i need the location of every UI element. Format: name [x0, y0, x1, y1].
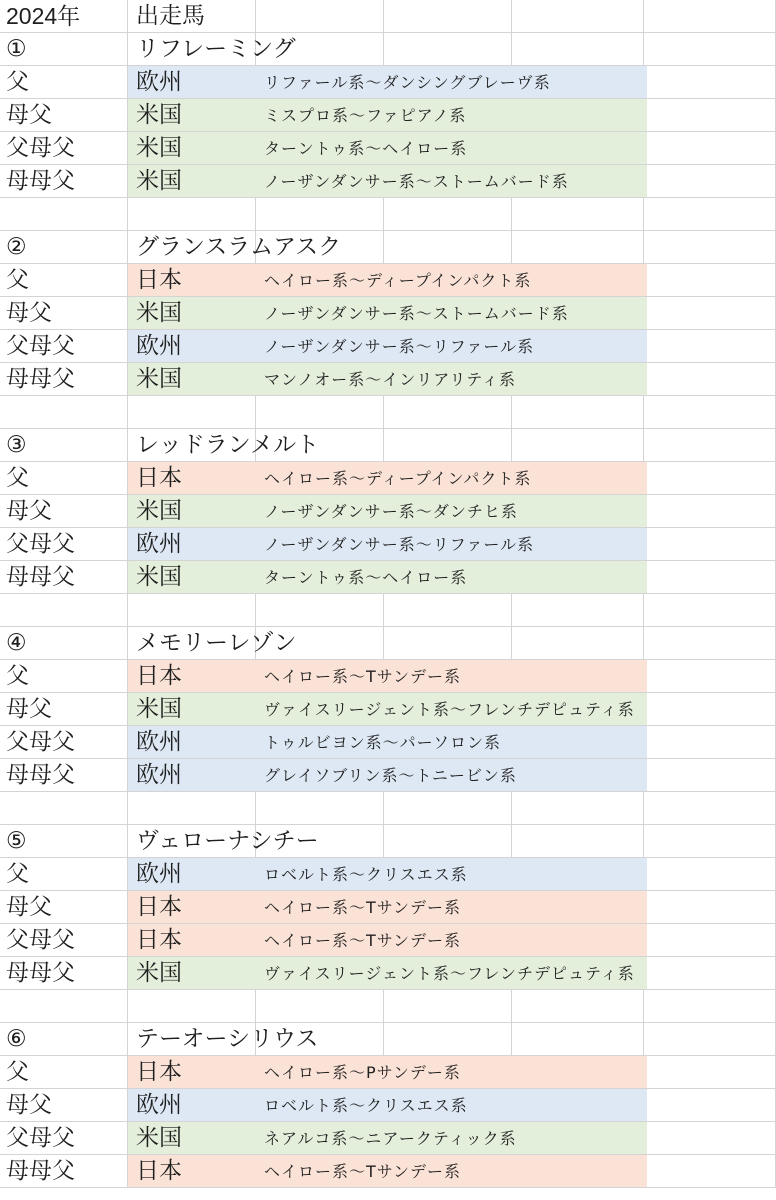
sheet-cell[interactable] — [256, 792, 384, 825]
sheet-cell[interactable] — [644, 891, 776, 924]
sheet-cell[interactable] — [644, 825, 776, 858]
pedigree-position[interactable]: 母母父 — [0, 165, 128, 198]
pedigree-row — [0, 66, 776, 99]
sheet-cell[interactable] — [128, 594, 256, 627]
sheet-cell[interactable] — [644, 561, 776, 594]
sheet-cell[interactable] — [384, 33, 512, 66]
sheet-cell[interactable] — [512, 1023, 644, 1056]
sire-line-text: ターントゥ系～ヘイロー系 — [264, 568, 468, 587]
sheet-cell[interactable] — [384, 429, 512, 462]
pedigree-row — [0, 1155, 776, 1188]
sire-line-text: ヘイロー系～ディープインパクト系 — [264, 271, 532, 290]
sire-line-text: ヴァイスリージェント系～フレンチデピュティ系 — [264, 964, 635, 983]
sire-line-text: リファール系～ダンシングブレーヴ系 — [264, 73, 551, 92]
sheet-cell[interactable] — [384, 396, 512, 429]
sheet-cell[interactable] — [644, 1155, 776, 1188]
region-label: 日本 — [136, 465, 182, 491]
blank-row — [0, 198, 776, 231]
sheet-cell[interactable] — [512, 429, 644, 462]
sheet-cell[interactable] — [644, 462, 776, 495]
region-label: 欧州 — [136, 762, 182, 788]
sire-line-text: トゥルビヨン系～パーソロン系 — [264, 733, 501, 752]
pedigree-row — [0, 660, 776, 693]
horse-header-row — [0, 231, 776, 264]
sheet-cell[interactable] — [644, 990, 776, 1023]
pedigree-row — [0, 528, 776, 561]
horse-header-row — [0, 429, 776, 462]
empty-cell[interactable] — [512, 0, 644, 33]
horse-header-row — [0, 627, 776, 660]
pedigree-position[interactable]: 父母父 — [0, 528, 128, 561]
sire-line-text: ノーザンダンサー系～リファール系 — [264, 337, 535, 356]
sheet-cell[interactable] — [644, 1089, 776, 1122]
sheet-cell[interactable] — [384, 627, 512, 660]
blank-row — [0, 792, 776, 825]
pedigree-position[interactable]: 父母父 — [0, 1122, 128, 1155]
sire-line-text: ノーザンダンサー系～リファール系 — [264, 535, 535, 554]
pedigree-row — [0, 1089, 776, 1122]
horse-name: ヴェローナシチー — [136, 828, 319, 854]
sheet-cell[interactable] — [256, 198, 384, 231]
row-label-cell[interactable] — [0, 198, 128, 231]
region-label: 日本 — [136, 1059, 182, 1085]
pedigree-position[interactable]: 母父 — [0, 297, 128, 330]
pedigree-position[interactable]: 母父 — [0, 495, 128, 528]
pedigree-row — [0, 858, 776, 891]
sire-line-text: ミスプロ系～ファピアノ系 — [264, 106, 467, 125]
horse-number[interactable]: ④ — [0, 627, 128, 660]
row-label-cell[interactable] — [0, 990, 128, 1023]
sheet-cell[interactable] — [644, 33, 776, 66]
horse-number[interactable]: ② — [0, 231, 128, 264]
sire-line-text: グレイソブリン系～トニービン系 — [264, 766, 517, 785]
pedigree-row — [0, 693, 776, 726]
sheet-cell[interactable] — [384, 231, 512, 264]
region-label: 米国 — [136, 168, 182, 194]
pedigree-position[interactable]: 母母父 — [0, 957, 128, 990]
pedigree-position[interactable]: 父母父 — [0, 924, 128, 957]
sheet-cell[interactable] — [128, 990, 256, 1023]
sire-line-text: マンノオー系～インリアリティ系 — [264, 370, 516, 389]
sheet-cell[interactable] — [644, 594, 776, 627]
sire-line-text: ノーザンダンサー系～ストームバード系 — [264, 172, 569, 191]
pedigree-row — [0, 495, 776, 528]
pedigree-row — [0, 462, 776, 495]
region-label: 日本 — [136, 1158, 182, 1184]
sheet-cell[interactable] — [384, 1023, 512, 1056]
sheet-cell[interactable] — [512, 396, 644, 429]
pedigree-row — [0, 1122, 776, 1155]
pedigree-row — [0, 891, 776, 924]
sheet-cell[interactable] — [644, 627, 776, 660]
region-label: 日本 — [136, 927, 182, 953]
sire-line-text: ロベルト系～クリスエス系 — [264, 865, 468, 884]
sheet-cell[interactable] — [644, 957, 776, 990]
sheet-cell[interactable] — [512, 594, 644, 627]
horse-name: テーオーシリウス — [136, 1026, 319, 1052]
sire-line-text: ヘイロー系～Tサンデー系 — [264, 1162, 461, 1181]
pedigree-position[interactable]: 父 — [0, 660, 128, 693]
sire-line-text: ヘイロー系～Tサンデー系 — [264, 898, 461, 917]
sheet-cell[interactable] — [644, 726, 776, 759]
sheet-cell[interactable] — [512, 231, 644, 264]
region-label: 米国 — [136, 366, 182, 392]
row-label-cell[interactable] — [0, 396, 128, 429]
sheet-cell[interactable] — [644, 297, 776, 330]
sheet-cell[interactable] — [512, 33, 644, 66]
sire-line-text: ヘイロー系～Tサンデー系 — [264, 667, 461, 686]
region-label: 米国 — [136, 564, 182, 590]
sheet-cell[interactable] — [644, 858, 776, 891]
sheet-cell[interactable] — [644, 759, 776, 792]
sheet-cell[interactable] — [644, 693, 776, 726]
sheet-cell[interactable] — [644, 66, 776, 99]
sheet-cell[interactable] — [128, 396, 256, 429]
sire-line-text: ヘイロー系～Tサンデー系 — [264, 931, 461, 950]
pedigree-position[interactable]: 父 — [0, 66, 128, 99]
pedigree-row — [0, 759, 776, 792]
sire-line-text: ヘイロー系～ディープインパクト系 — [264, 469, 532, 488]
pedigree-row — [0, 957, 776, 990]
pedigree-position[interactable]: 父母父 — [0, 726, 128, 759]
sheet-cell[interactable] — [644, 363, 776, 396]
pedigree-position[interactable]: 母母父 — [0, 759, 128, 792]
sheet-cell[interactable] — [644, 1056, 776, 1089]
horse-name: リフレーミング — [136, 36, 296, 62]
region-label: 米国 — [136, 102, 182, 128]
region-label: 米国 — [136, 498, 182, 524]
sheet-cell[interactable] — [644, 264, 776, 297]
sire-line-text: ロベルト系～クリスエス系 — [264, 1096, 468, 1115]
pedigree-position[interactable]: 母母父 — [0, 561, 128, 594]
sheet-cell[interactable] — [644, 165, 776, 198]
pedigree-position[interactable]: 母父 — [0, 693, 128, 726]
sheet-cell[interactable] — [512, 627, 644, 660]
region-label: 欧州 — [136, 69, 182, 95]
pedigree-row — [0, 264, 776, 297]
sire-line-text: ヴァイスリージェント系～フレンチデピュティ系 — [264, 700, 635, 719]
horse-name: メモリーレゾン — [136, 630, 297, 656]
sheet-cell[interactable] — [644, 792, 776, 825]
pedigree-row — [0, 363, 776, 396]
pedigree-position[interactable]: 父 — [0, 1056, 128, 1089]
region-label: 日本 — [136, 663, 182, 689]
horse-number[interactable]: ⑥ — [0, 1023, 128, 1056]
horse-name: レッドランメルト — [136, 432, 320, 458]
sheet-cell[interactable] — [384, 825, 512, 858]
sheet-cell[interactable] — [644, 330, 776, 363]
row-label-cell[interactable] — [0, 594, 128, 627]
pedigree-position[interactable]: 母父 — [0, 1089, 128, 1122]
horse-header-row — [0, 33, 776, 66]
header-row — [0, 0, 776, 33]
blank-row — [0, 594, 776, 627]
sire-line-text: ノーザンダンサー系～ダンチヒ系 — [264, 502, 518, 521]
region-label: 日本 — [136, 894, 182, 920]
horse-name: グランスラムアスク — [136, 234, 342, 260]
region-label: 米国 — [136, 135, 182, 161]
empty-cell[interactable] — [256, 0, 384, 33]
pedigree-position[interactable]: 父母父 — [0, 330, 128, 363]
sheet-cell[interactable] — [384, 198, 512, 231]
pedigree-row — [0, 99, 776, 132]
sheet-cell[interactable] — [644, 528, 776, 561]
pedigree-position[interactable]: 父 — [0, 462, 128, 495]
sheet-cell[interactable] — [128, 198, 256, 231]
sheet-cell[interactable] — [512, 792, 644, 825]
horse-number[interactable]: ① — [0, 33, 128, 66]
sheet-cell[interactable] — [512, 198, 644, 231]
pedigree-position[interactable]: 父 — [0, 264, 128, 297]
sire-line-text: ネアルコ系～ニアークティック系 — [264, 1129, 517, 1148]
pedigree-position[interactable]: 母父 — [0, 891, 128, 924]
sheet-cell[interactable] — [644, 396, 776, 429]
sire-line-text: ヘイロー系～Pサンデー系 — [264, 1063, 461, 1082]
sheet-cell[interactable] — [644, 132, 776, 165]
sheet-cell[interactable] — [512, 825, 644, 858]
pedigree-row — [0, 726, 776, 759]
region-label: 欧州 — [136, 1092, 182, 1118]
horse-number[interactable]: ⑤ — [0, 825, 128, 858]
pedigree-row — [0, 1056, 776, 1089]
pedigree-row — [0, 165, 776, 198]
pedigree-position[interactable]: 父 — [0, 858, 128, 891]
pedigree-position[interactable]: 母母父 — [0, 1155, 128, 1188]
pedigree-position[interactable]: 母父 — [0, 99, 128, 132]
horse-header-row — [0, 1023, 776, 1056]
region-label: 米国 — [136, 300, 182, 326]
empty-cell[interactable] — [644, 0, 776, 33]
horse-header-row — [0, 825, 776, 858]
sheet-cell[interactable] — [384, 990, 512, 1023]
sheet-cell[interactable] — [128, 792, 256, 825]
region-label: 欧州 — [136, 861, 182, 887]
pedigree-row — [0, 132, 776, 165]
pedigree-row — [0, 297, 776, 330]
sheet-cell[interactable] — [384, 792, 512, 825]
sheet-cell[interactable] — [644, 231, 776, 264]
sheet-cell[interactable] — [644, 198, 776, 231]
pedigree-position[interactable]: 父母父 — [0, 132, 128, 165]
year-cell[interactable]: 2024年 — [0, 0, 128, 33]
sheet-cell[interactable] — [512, 990, 644, 1023]
region-label: 欧州 — [136, 729, 182, 755]
empty-cell[interactable] — [384, 0, 512, 33]
sheet-cell[interactable] — [256, 990, 384, 1023]
blank-row — [0, 990, 776, 1023]
sire-line-text: ターントゥ系～ヘイロー系 — [264, 139, 468, 158]
region-label: 米国 — [136, 696, 182, 722]
region-label: 欧州 — [136, 333, 182, 359]
sheet-cell[interactable] — [644, 495, 776, 528]
sheet-cell[interactable] — [644, 429, 776, 462]
sheet-cell[interactable] — [644, 99, 776, 132]
pedigree-row — [0, 330, 776, 363]
sheet-cell[interactable] — [256, 396, 384, 429]
pedigree-row — [0, 924, 776, 957]
sheet-cell[interactable] — [644, 924, 776, 957]
region-label: 米国 — [136, 1125, 182, 1151]
title-cell: 出走馬 — [136, 3, 205, 29]
pedigree-position[interactable]: 母母父 — [0, 363, 128, 396]
sheet-cell[interactable] — [256, 594, 384, 627]
sheet-cell[interactable] — [644, 1023, 776, 1056]
pedigree-row — [0, 561, 776, 594]
sire-line-text: ノーザンダンサー系～ストームバード系 — [264, 304, 569, 323]
sheet-cell[interactable] — [644, 660, 776, 693]
blank-row — [0, 396, 776, 429]
sheet-cell[interactable] — [644, 1122, 776, 1155]
sheet-cell[interactable] — [384, 594, 512, 627]
region-label: 欧州 — [136, 531, 182, 557]
region-label: 日本 — [136, 267, 182, 293]
region-label: 米国 — [136, 960, 182, 986]
row-label-cell[interactable] — [0, 792, 128, 825]
horse-number[interactable]: ③ — [0, 429, 128, 462]
